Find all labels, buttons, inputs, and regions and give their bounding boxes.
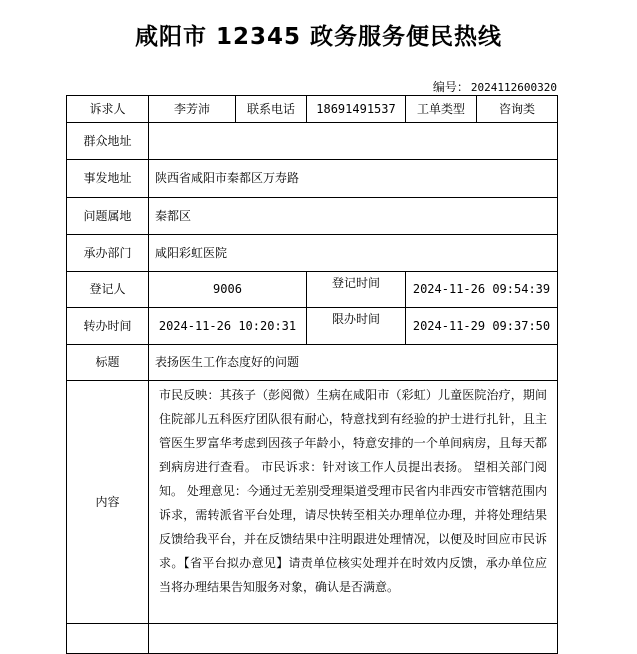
transfer-time-label: 转办时间 <box>67 308 149 345</box>
table-row <box>67 272 558 308</box>
empty-cell <box>149 624 558 654</box>
event-address-value: 陕西省咸阳市秦都区万寿路 <box>149 160 558 198</box>
requester-label: 诉求人 <box>67 96 149 123</box>
event-address-label: 事发地址 <box>67 160 149 198</box>
table-row <box>67 345 558 381</box>
serial-value: 2024112600320 <box>470 81 557 94</box>
subject-value: 表扬医生工作态度好的问题 <box>149 345 558 381</box>
serial-number <box>433 78 557 95</box>
table-row <box>67 624 558 654</box>
resident-address-label: 群众地址 <box>67 123 149 160</box>
register-time-value: 2024-11-26 09:54:39 <box>406 272 558 308</box>
registrar-value: 9006 <box>149 272 307 308</box>
register-time-label: 登记时间 <box>307 272 406 308</box>
table-row <box>67 123 558 160</box>
table-row <box>67 381 558 624</box>
content-text: 市民反映：其孩子（彭阅微）生病在咸阳市（彩虹）儿童医院治疗，期间住院部儿五科医疗团队很有耐心，特意找到有经验的护士进行扎针，且主管医生罗富华考虑到因孩子年龄小，特意安排的一个单间病房，且每天都到病房进行查看。 市民诉求：针对该工作人员提出表扬。 望相关部门阅知。 处理意见：今通过无差别受理渠道受理市民省内非西安市管辖范围内诉求，需转派省平台处理，请尽快转至相关办理单位办理，并将处理结果反馈给我平台，并在反馈结果中注明跟进处理情况，以便及时回应市民诉求。【省平台拟办意见】请责单位核实处理并在时效内反馈，承办单位应当将办理结果告知服务对象，确认是否满意。 <box>159 388 547 594</box>
registrar-label: 登记人 <box>67 272 149 308</box>
requester-value: 李芳沛 <box>149 96 236 123</box>
work-order-table <box>66 95 558 654</box>
page-title: 咸阳市 12345 政务服务便民热线 <box>134 24 503 50</box>
territory-label: 问题属地 <box>67 198 149 235</box>
department-value: 咸阳彩虹医院 <box>149 235 558 272</box>
order-type-label: 工单类型 <box>406 96 477 123</box>
serial-label: 编号： <box>432 80 469 94</box>
phone-value: 18691491537 <box>307 96 406 123</box>
table-row <box>67 96 558 123</box>
order-type-value: 咨询类 <box>477 96 558 123</box>
subject-label: 标题 <box>67 345 149 381</box>
table-row <box>67 235 558 272</box>
content-label: 内容 <box>67 381 149 624</box>
empty-cell <box>67 624 149 654</box>
phone-label: 联系电话 <box>236 96 307 123</box>
deadline-label: 限办时间 <box>307 308 406 345</box>
deadline-value: 2024-11-29 09:37:50 <box>406 308 558 345</box>
table-row <box>67 308 558 345</box>
territory-value: 秦都区 <box>149 198 558 235</box>
department-label: 承办部门 <box>67 235 149 272</box>
transfer-time-value: 2024-11-26 10:20:31 <box>149 308 307 345</box>
table-row <box>67 198 558 235</box>
content-cell <box>149 381 558 624</box>
resident-address-value <box>149 123 558 160</box>
table-row <box>67 160 558 198</box>
